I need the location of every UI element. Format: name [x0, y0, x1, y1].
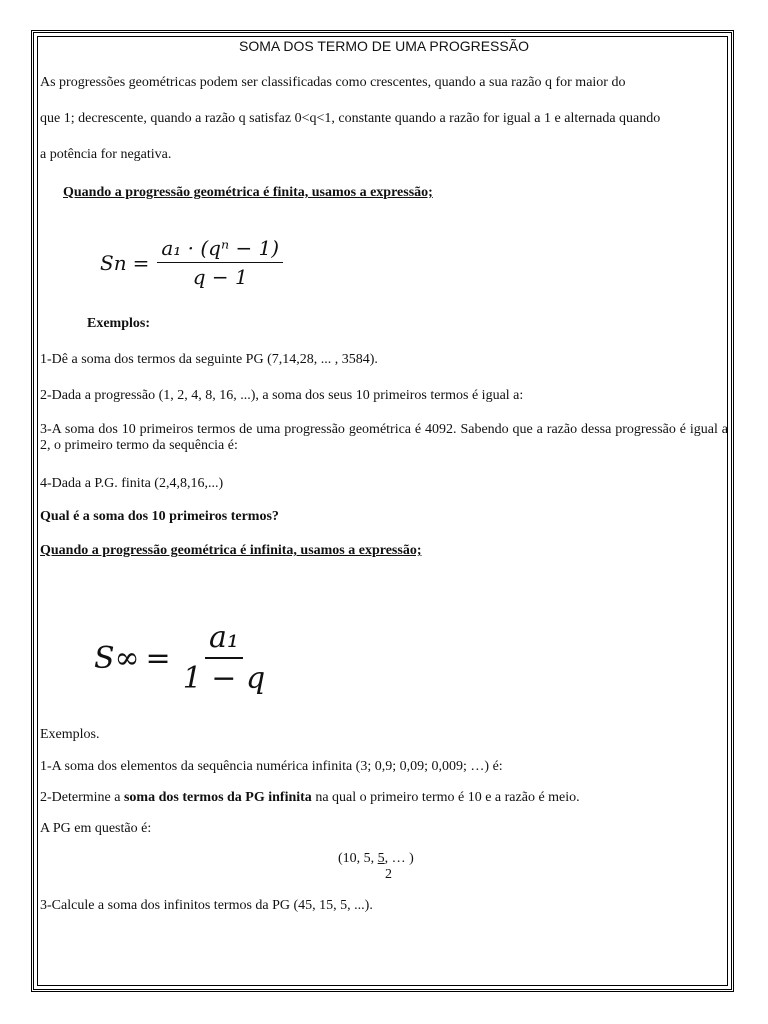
formula-numerator: a₁	[205, 620, 243, 659]
pg-sequence-denominator: 2	[385, 867, 392, 882]
example-item-4: 4-Dada a P.G. finita (2,4,8,16,...)	[40, 476, 224, 491]
formula-lhs: S∞	[94, 640, 140, 676]
finite-heading: Quando a progressão geométrica é finita, usamos a expressão;	[63, 185, 433, 200]
intro-line-1: As progressões geométricas podem ser classificadas como crescentes, quando a sua razão q for maior do	[40, 75, 626, 90]
formula-fraction	[157, 236, 283, 289]
formula-fraction	[179, 620, 270, 696]
intro-line-3: a potência for negativa.	[40, 147, 172, 162]
infinite-heading: Quando a progressão geométrica é infinita, usamos a expressão;	[40, 543, 422, 558]
example2-item-2-before: 2-Determine a	[40, 790, 124, 805]
example-item-1: 1-Dê a soma dos termos da seguinte PG (7,14,28, ... , 3584).	[40, 352, 378, 367]
formula-denominator: q − 1	[192, 265, 248, 289]
infinite-sum-formula	[94, 620, 269, 696]
formula-equals: =	[145, 640, 171, 676]
example-question: Qual é a soma dos 10 primeiros termos?	[40, 509, 279, 524]
example2-item-2	[40, 790, 580, 806]
pg-sequence-suffix: , … )	[384, 851, 414, 866]
example2-item-1: 1-A soma dos elementos da sequência numérica infinita (3; 0,9; 0,09; 0,009; …) é:	[40, 759, 503, 774]
intro-line-2: que 1; decrescente, quando a razão q satisfaz 0<q<1, constante quando a razão for igual a 1 e alternada quando	[40, 111, 661, 126]
example2-item-2-bold: soma dos termos da PG infinita	[123, 790, 312, 805]
page-title: SOMA DOS TERMO DE UMA PROGRESSÃO	[239, 38, 529, 54]
example-item-3: 3-A soma dos 10 primeiros termos de uma progressão geométrica é 4092. Sabendo que a razão dessa progressão é igual a 2, o primeiro termo da sequência é:	[40, 422, 728, 453]
formula-numerator: a₁ · (qⁿ − 1)	[157, 236, 283, 263]
pg-sequence-prefix: (10, 5,	[338, 851, 378, 866]
formula-lhs: Sn	[100, 250, 127, 275]
finite-sum-formula	[100, 236, 283, 289]
pg-sequence-numerator: 5	[377, 851, 385, 866]
pg-label: A PG em questão é:	[40, 821, 152, 836]
example2-item-2-after: na qual o primeiro termo é 10 e a razão é meio.	[311, 790, 580, 805]
example2-item-3: 3-Calcule a soma dos infinitos termos da PG (45, 15, 5, ...).	[40, 898, 373, 913]
formula-equals: =	[132, 250, 150, 275]
formula-denominator: 1 − q	[182, 661, 266, 696]
examples2-heading: Exemplos.	[40, 727, 100, 742]
example-item-2: 2-Dada a progressão (1, 2, 4, 8, 16, ...), a soma dos seus 10 primeiros termos é igual a:	[40, 388, 524, 403]
pg-sequence	[338, 851, 414, 867]
examples-heading: Exemplos:	[87, 316, 150, 331]
